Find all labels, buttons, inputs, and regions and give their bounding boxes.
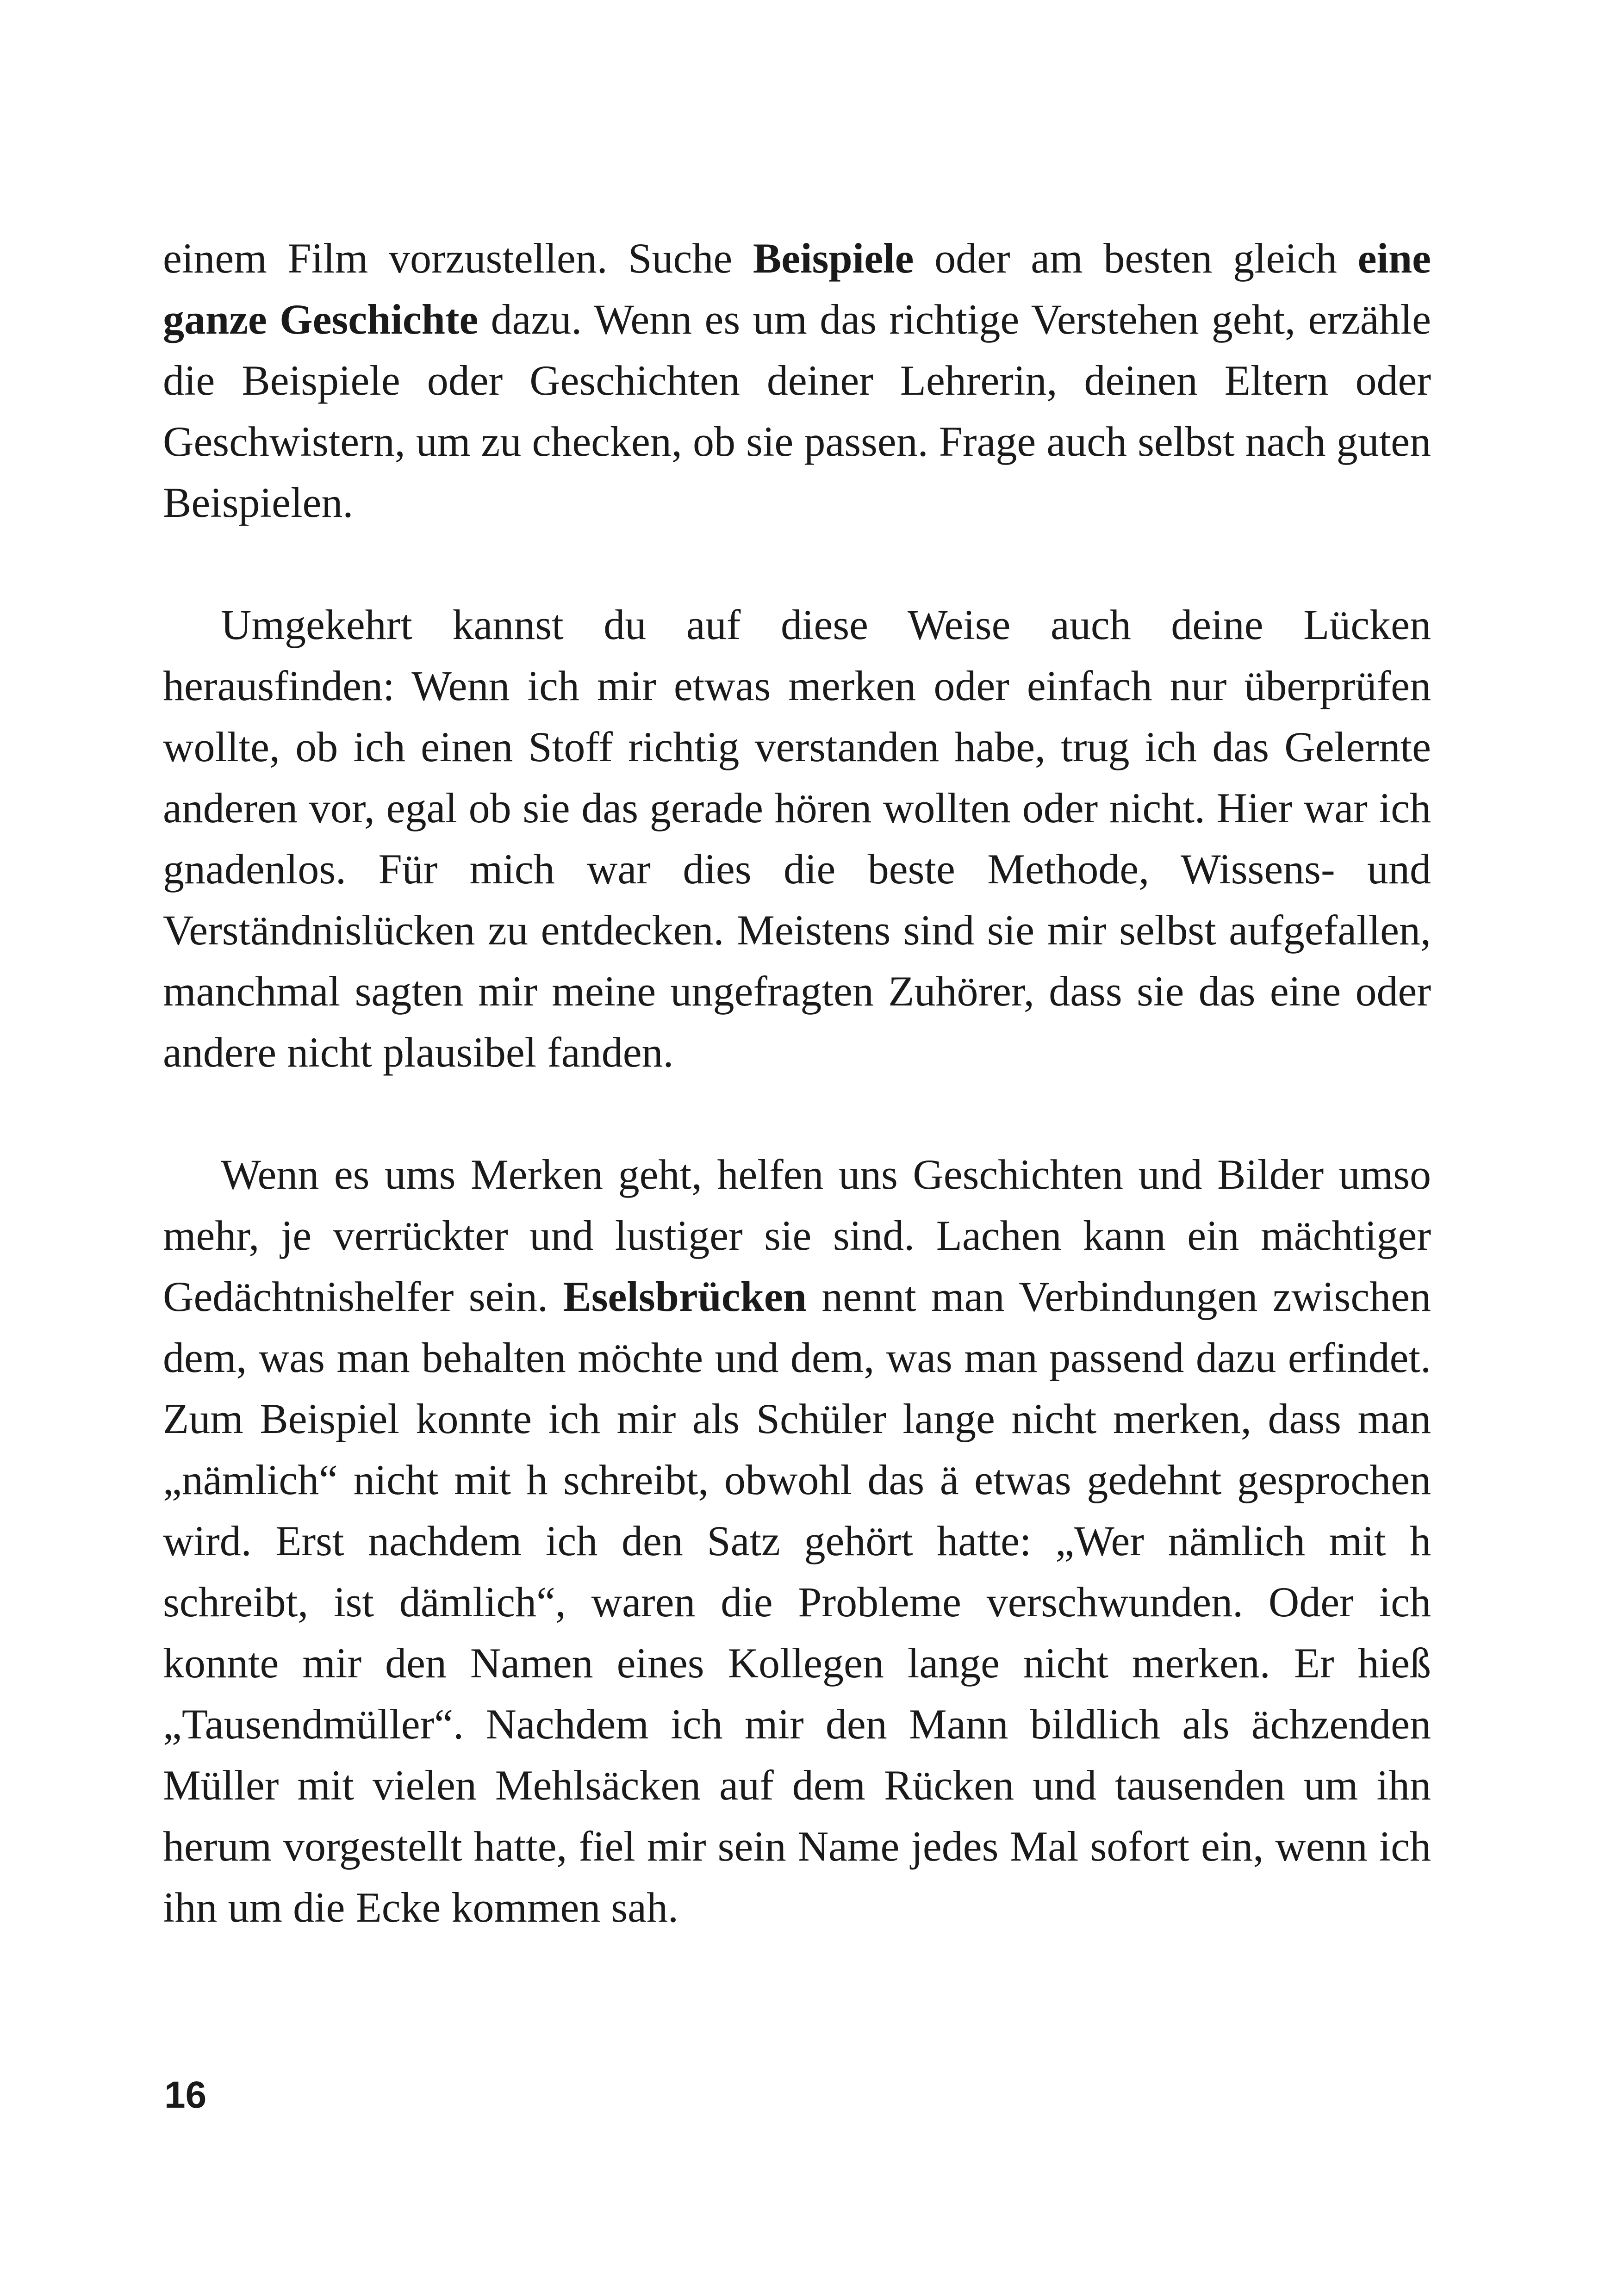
- paragraph-2-text: Umgekehrt kannst du auf diese Weise auch deine Lücken herausfinden: Wenn ich mir etwas merken oder einfach nur überprüfen wollte, ob ich einen Stoff richtig verstanden habe, trug ich das Gelernte anderen vor, egal ob sie das gerade hören wollten oder nicht. Hier war ich gnadenlos. Für mich war dies die beste Methode, Wissens- und Verständnislücken zu entdecken. Meistens sind sie mir selbst aufgefallen, manchmal sagten mir meine ungefragten Zuhörer, dass sie das eine oder andere nicht plausibel fanden.: [163, 601, 1431, 1076]
- paragraph-2: [163, 594, 1431, 1083]
- bold-term-eselsbruecken: Eselsbrücken: [563, 1273, 807, 1320]
- paragraph-1-text: oder am besten gleich: [914, 235, 1358, 282]
- bold-term-ganze-geschichte: eine ganze Geschichte: [163, 235, 1431, 343]
- bold-term-beispiele: Beispiele: [753, 235, 914, 282]
- paragraph-1-text: einem Film vorzustellen. Suche: [163, 235, 753, 282]
- paragraph-3: [163, 1144, 1431, 1938]
- page-number: 16: [164, 2074, 207, 2116]
- paragraph-3-text: Wenn es ums Merken geht, helfen uns Geschichten und Bilder umso mehr, je verrückter und lustiger sie sind. Lachen kann ein mächtiger Gedächtnishelfer sein.: [163, 1151, 1431, 1320]
- body-text: [163, 228, 1431, 1938]
- paragraph-3-text: nennt man Verbindungen zwischen dem, was man behalten möchte und dem, was man passend dazu erfindet. Zum Beispiel konnte ich mir als Schüler lange nicht merken, dass man „nämlich“ nicht mit h schreibt, obwohl das ä etwas gedehnt gesprochen wird. Erst nachdem ich den Satz gehört hatte: „Wer nämlich mit h schreibt, ist dämlich“, waren die Probleme verschwunden. Oder ich konnte mir den Namen eines Kollegen lange nicht merken. Er hieß „Tausendmüller“. Nachdem ich mir den Mann bildlich als ächzenden Müller mit vielen Mehlsäcken auf dem Rücken und tausenden um ihn herum vorgestellt hatte, fiel mir sein Name jedes Mal sofort ein, wenn ich ihn um die Ecke kommen sah.: [163, 1273, 1431, 1931]
- paragraph-1-text: dazu. Wenn es um das richtige Verstehen geht, erzähle die Beispiele oder Geschichten deiner Lehrerin, deinen Eltern oder Geschwistern, um zu checken, ob sie passen. Frage auch selbst nach guten Beispielen.: [163, 296, 1431, 526]
- paragraph-1: [163, 228, 1431, 533]
